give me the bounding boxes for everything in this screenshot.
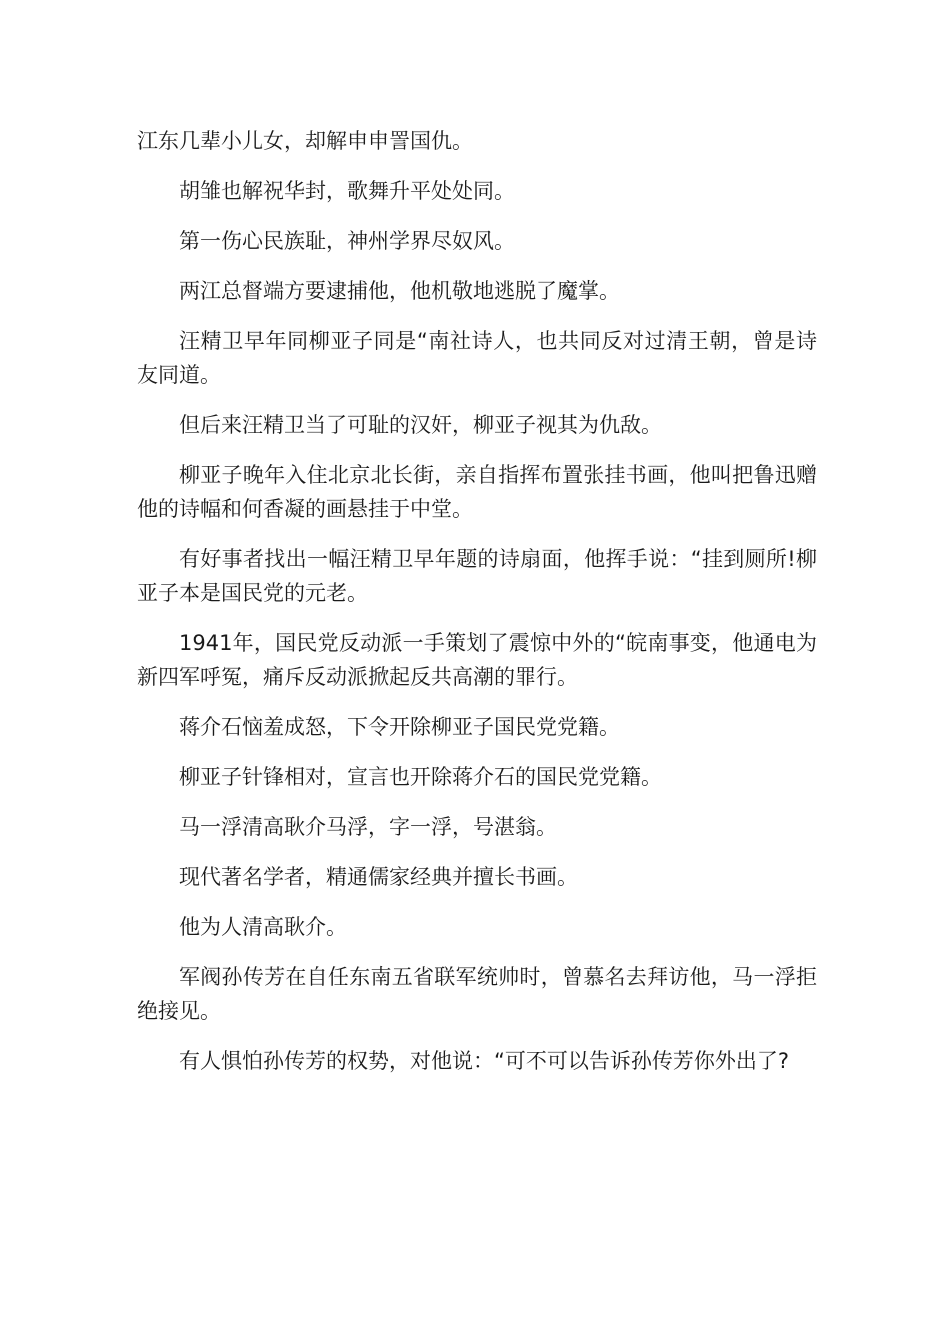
paragraph-15: 军阀孙传芳在自任东南五省联军统帅时，曾慕名去拜访他，马一浮拒绝接见。 [137,965,817,1023]
paragraph-11: 柳亚子针锋相对，宣言也开除蒋介石的国民党党籍。 [179,765,662,789]
paragraph-1: 江东几辈小儿女，却解申申詈国仇。 [137,129,473,153]
paragraph-13: 现代著名学者，精通儒家经典并擅长书画。 [179,865,578,889]
document-body [137,124,817,1094]
paragraph-2: 胡雏也解祝华封，歌舞升平处处同。 [179,179,515,203]
paragraph-6: 但后来汪精卫当了可耻的汉奸，柳亚子视其为仇敌。 [179,413,662,437]
paragraph-9: 1941年，国民党反动派一手策划了震惊中外的“皖南事变，他通电为新四军呼冤，痛斥反动派掀起反共高潮的罪行。 [137,631,817,689]
paragraph-3: 第一伤心民族耻，神州学界尽奴风。 [179,229,515,253]
paragraph-5: 汪精卫早年同柳亚子同是“南社诗人，也共同反对过清王朝，曾是诗友同道。 [137,329,817,387]
paragraph-4: 两江总督端方要逮捕他，他机敬地逃脱了魔掌。 [179,279,620,303]
paragraph-12: 马一浮清高耿介马浮，字一浮，号湛翁。 [179,815,557,839]
paragraph-10: 蒋介石恼羞成怒，下令开除柳亚子国民党党籍。 [179,715,620,739]
paragraph-7: 柳亚子晚年入住北京北长街，亲自指挥布置张挂书画，他叫把鲁迅赠他的诗幅和何香凝的画悬挂于中堂。 [137,463,817,521]
paragraph-8: 有好事者找出一幅汪精卫早年题的诗扇面，他挥手说：“挂到厕所!柳亚子本是国民党的元老。 [137,547,817,605]
paragraph-16: 有人惧怕孙传芳的权势，对他说：“可不可以告诉孙传芳你外出了? [179,1049,790,1073]
paragraph-14: 他为人清高耿介。 [179,915,347,939]
